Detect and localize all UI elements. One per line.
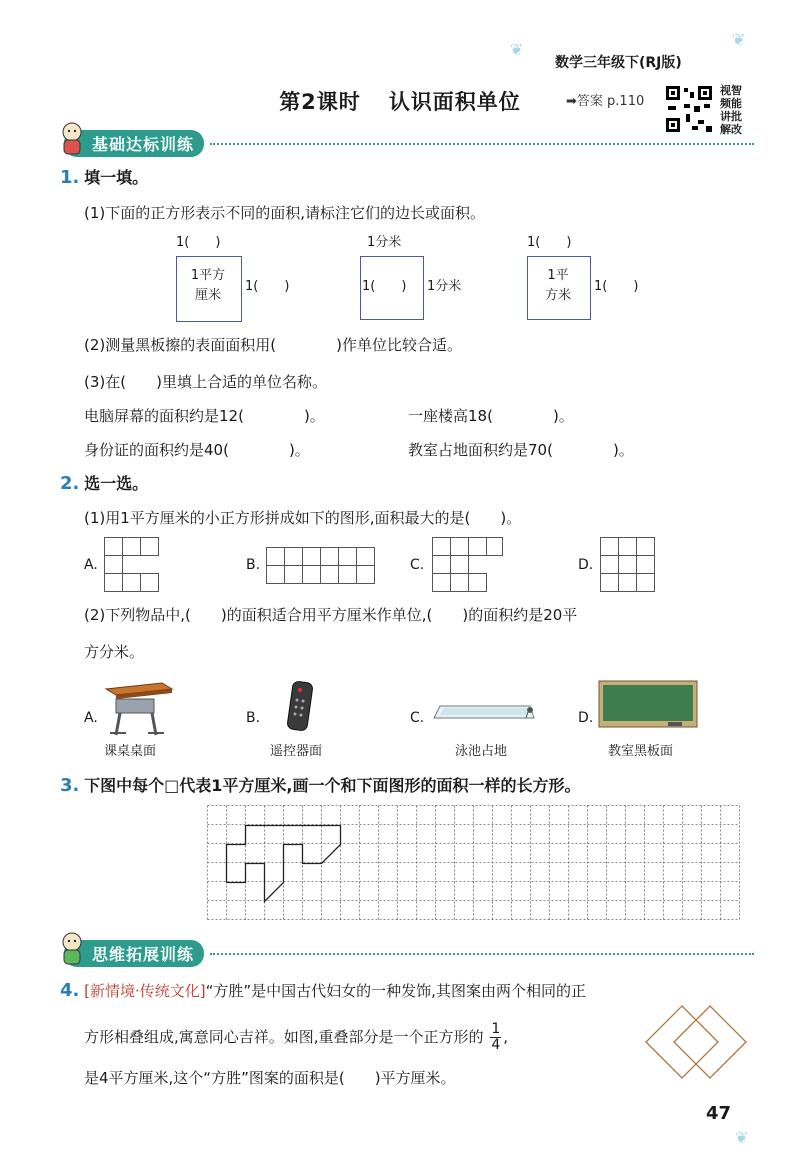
section-title-text: 思维拓展训练 [92, 944, 195, 964]
fill-blank-building: 一座楼高18( )。 [408, 407, 574, 425]
mascot-icon [58, 120, 86, 156]
fill-blank-classroom: 教室占地面积约是70( )。 [408, 441, 634, 459]
qr-code-icon[interactable] [664, 84, 714, 134]
divider [210, 953, 754, 955]
option-a-label: A. [84, 710, 98, 726]
arrow-right-icon: ➡ [566, 94, 577, 109]
question-1-part-3: (3)在( )里填上合适的单位名称。 [84, 373, 327, 391]
question-1-part-1: (1)下面的正方形表示不同的面积,请标注它们的边长或面积。 [84, 204, 486, 222]
option-d-label: D. [578, 710, 594, 726]
qr-caption-line: 讲批 [720, 110, 742, 123]
question-4-text: , [503, 1028, 509, 1046]
fill-blank-idcard: 身份证的面积约是40( )。 [84, 441, 310, 459]
question-4-text: “方胜”是中国古代妇女的一种发饰,其图案由两个相同的正 [205, 982, 586, 1000]
question-4-line-3: 是4平方厘米,这个“方胜”图案的面积是( )平方厘米。 [84, 1069, 456, 1087]
option-d-label: D. [578, 557, 594, 573]
question-4-line-2 [84, 1022, 508, 1053]
section-title [64, 940, 204, 967]
question-title: 下图中每个□代表1平方厘米,画一个和下面图形的面积一样的长方形。 [84, 776, 581, 795]
qr-caption [720, 84, 752, 136]
option-b-label: B. [246, 710, 261, 726]
dolphin-icon: ❦ [510, 40, 524, 59]
question-4-line-1 [60, 981, 586, 1001]
shape-d [600, 537, 656, 593]
caption-blackboard: 教室黑板面 [608, 744, 674, 759]
question-number: 2. [60, 473, 80, 494]
page-number: 47 [706, 1103, 732, 1124]
question-4-text: 方形相叠组成,寓意同心吉祥。如图,重叠部分是一个正方形的 [84, 1028, 484, 1046]
option-c-label: C. [410, 710, 425, 726]
swimming-pool-icon [430, 696, 540, 728]
answer-ref-text: 答案 p.110 [576, 94, 645, 109]
question-2-part-2-line-2: 方分米。 [84, 643, 145, 661]
divider [210, 143, 754, 145]
caption-desk: 课桌桌面 [104, 744, 157, 759]
question-2-part-1: (1)用1平方厘米的小正方形拼成如下的图形,面积最大的是( )。 [84, 509, 522, 527]
desk-icon [102, 675, 174, 737]
question-2-heading [60, 474, 148, 494]
section-banner-basic [64, 130, 754, 156]
section-banner-extended [64, 940, 754, 966]
fill-blank-screen: 电脑屏幕的面积约是12( )。 [84, 407, 325, 425]
square-3-top-label: 1( ) [527, 235, 572, 250]
square-2-side-label: 1分米 [427, 279, 462, 294]
lesson-number: 第2课时 [279, 90, 361, 114]
question-number: 4. [60, 980, 80, 1001]
dolphin-icon: ❦ [732, 30, 746, 49]
shape-c [432, 537, 504, 593]
question-title: 填一填。 [84, 168, 149, 187]
remote-control-icon [282, 680, 318, 732]
fangsheng-pattern [644, 1002, 748, 1082]
option-c-label: C. [410, 557, 425, 573]
fraction-numerator: 1 [491, 1021, 501, 1037]
caption-remote: 遥控器面 [270, 744, 323, 759]
qr-caption-line: 频能 [720, 97, 742, 110]
square-2-top-label: 1分米 [367, 235, 402, 250]
question-1-heading [60, 168, 148, 188]
shape-a [104, 537, 160, 593]
section-title [64, 130, 204, 157]
question-3-heading [60, 776, 581, 796]
question-number: 3. [60, 775, 80, 796]
square-3-inner-label [535, 266, 581, 306]
square-1-inner-line: 厘米 [194, 288, 221, 303]
lesson-title: 认识面积单位 [388, 90, 521, 114]
drawing-grid[interactable] [207, 805, 743, 921]
square-1-top-label: 1( ) [176, 235, 221, 250]
question-title: 选一选。 [84, 474, 149, 493]
blackboard-icon [598, 680, 698, 730]
qr-caption-line: 视智 [720, 84, 742, 97]
square-3-inner-line: 方米 [544, 288, 571, 303]
option-a-label: A. [84, 557, 98, 573]
book-label: 数学三年级下(RJ版) [555, 55, 682, 71]
question-number: 1. [60, 167, 80, 188]
square-1-side-label: 1( ) [245, 279, 290, 294]
mascot-icon [58, 930, 86, 966]
option-b-label: B. [246, 557, 261, 573]
fraction [490, 1022, 501, 1053]
question-2-part-2-line-1: (2)下列物品中,( )的面积适合用平方厘米作单位,( )的面积约是20平 [84, 606, 578, 624]
square-3-inner-line: 1平 [547, 268, 569, 283]
square-1-inner-line: 1平方 [190, 268, 226, 283]
qr-caption-line: 解改 [720, 123, 742, 136]
dolphin-icon: ❦ [735, 1128, 749, 1147]
caption-pool: 泳池占地 [455, 744, 508, 759]
square-1-inner-label [183, 266, 233, 306]
question-1-part-2: (2)测量黑板擦的表面面积用( )作单位比较合适。 [84, 336, 462, 354]
context-tag: [新情境·传统文化] [84, 982, 206, 1000]
answer-reference [566, 90, 644, 109]
shape-b [266, 547, 376, 585]
square-3-side-label: 1( ) [594, 279, 639, 294]
square-2-inner-label: 1( ) [362, 279, 407, 294]
fraction-denominator: 4 [491, 1037, 501, 1053]
section-title-text: 基础达标训练 [92, 134, 195, 154]
